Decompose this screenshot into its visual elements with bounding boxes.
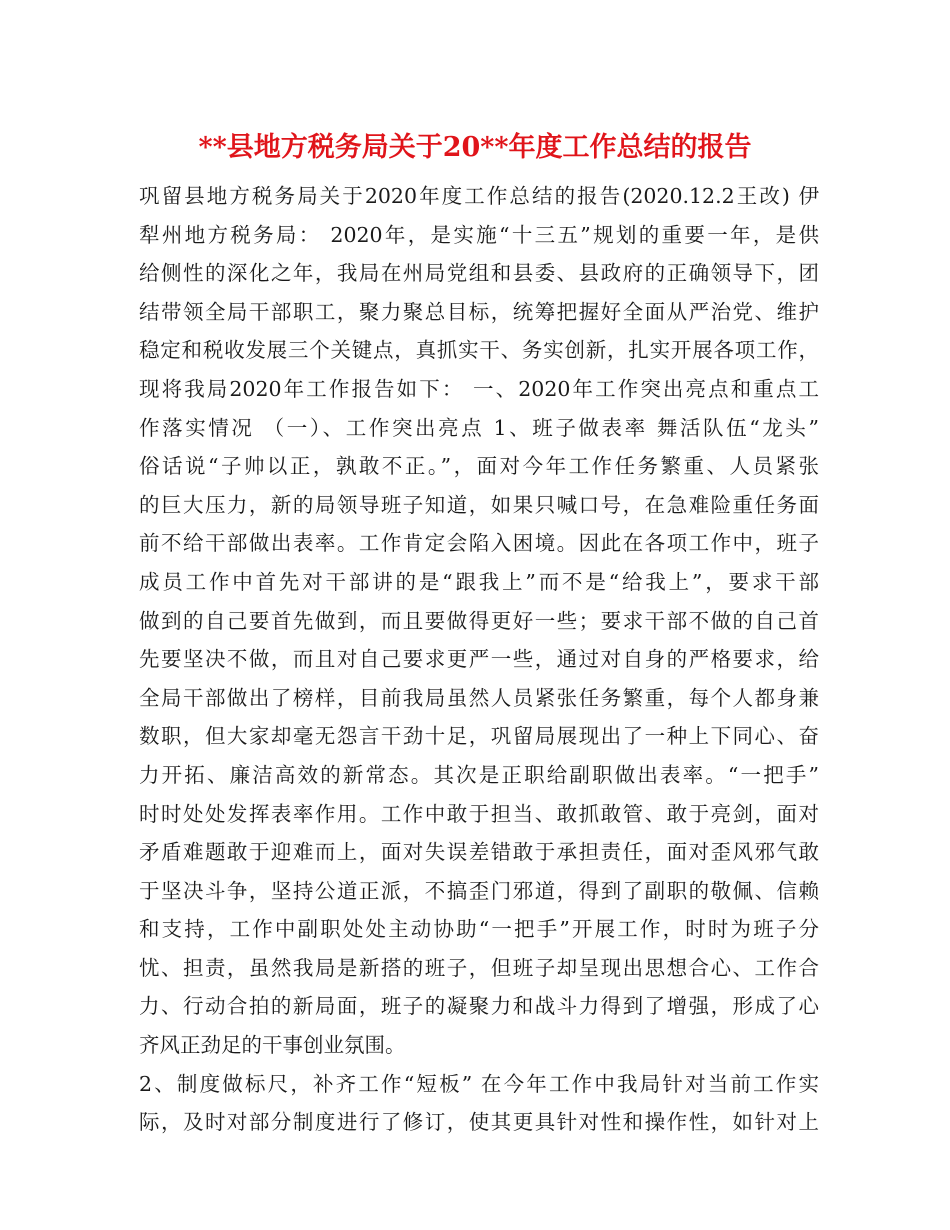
body-line: 稳定和税收发展三个关键点，真抓实干、务实创新，扎实开展各项工作， xyxy=(139,338,819,363)
body-line: 现将我局2020年工作报告如下： 一、2020年工作突出亮点和重点工 xyxy=(139,376,819,401)
document-body xyxy=(139,177,819,1142)
body-line: 前不给干部做出表率。工作肯定会陷入困境。因此在各项工作中，班子 xyxy=(139,531,819,556)
body-line: 时时处处发挥表率作用。工作中敢于担当、敢抓敢管、敢于亮剑，面对 xyxy=(139,801,819,826)
body-line: 于坚决斗争，坚持公道正派，不搞歪门邪道，得到了副职的敬佩、信赖 xyxy=(139,878,819,903)
body-line: 的巨大压力，新的局领导班子知道，如果只喊口号，在急难险重任务面 xyxy=(139,492,819,517)
body-line: 际，及时对部分制度进行了修订，使其更具针对性和操作性，如针对上 xyxy=(139,1110,819,1135)
body-line: 俗话说“子帅以正，孰敢不正。”，面对今年工作任务繁重、人员紧张 xyxy=(139,454,819,479)
body-line: 数职，但大家却毫无怨言干劲十足，巩留局展现出了一种上下同心、奋 xyxy=(139,724,819,749)
body-line: 作落实情况 （一）、工作突出亮点 1、班子做表率 舞活队伍“龙头” xyxy=(139,415,819,440)
body-line: 和支持，工作中副职处处主动协助“一把手”开展工作，时时为班子分 xyxy=(139,917,819,942)
body-line: 齐风正劲足的干事创业氛围。 xyxy=(139,1033,406,1058)
body-line: 做到的自己要首先做到，而且要做得更好一些；要求干部不做的自己首 xyxy=(139,608,819,633)
body-line: 矛盾难题敢于迎难而上，面对失误差错敢于承担责任，面对歪风邪气敢 xyxy=(139,840,819,865)
body-line: 力、行动合拍的新局面，班子的凝聚力和战斗力得到了增强，形成了心 xyxy=(139,994,819,1019)
document-title: **县地方税务局关于20**年度工作总结的报告 xyxy=(198,132,752,163)
body-line: 忧、担责，虽然我局是新搭的班子，但班子却呈现出思想合心、工作合 xyxy=(139,955,819,980)
body-line: 全局干部做出了榜样，目前我局虽然人员紧张任务繁重，每个人都身兼 xyxy=(139,685,819,710)
body-line: 先要坚决不做，而且对自己要求更严一些，通过对自身的严格要求，给 xyxy=(139,647,819,672)
body-line: 巩留县地方税务局关于2020年度工作总结的报告(2020.12.2王改) 伊 xyxy=(139,184,819,208)
body-line: 犁州地方税务局： 2020年，是实施“十三五”规划的重要一年，是供 xyxy=(139,222,819,247)
body-line: 力开拓、廉洁高效的新常态。其次是正职给副职做出表率。“一把手” xyxy=(139,762,819,787)
body-line: 给侧性的深化之年，我局在州局党组和县委、县政府的正确领导下，团 xyxy=(139,261,819,286)
body-line: 2、制度做标尺，补齐工作“短板” 在今年工作中我局针对当前工作实 xyxy=(139,1071,819,1096)
body-line: 结带领全局干部职工，聚力聚总目标，统筹把握好全面从严治党、维护 xyxy=(139,299,819,324)
body-line: 成员工作中首先对干部讲的是“跟我上”而不是“给我上”，要求干部 xyxy=(139,569,819,594)
